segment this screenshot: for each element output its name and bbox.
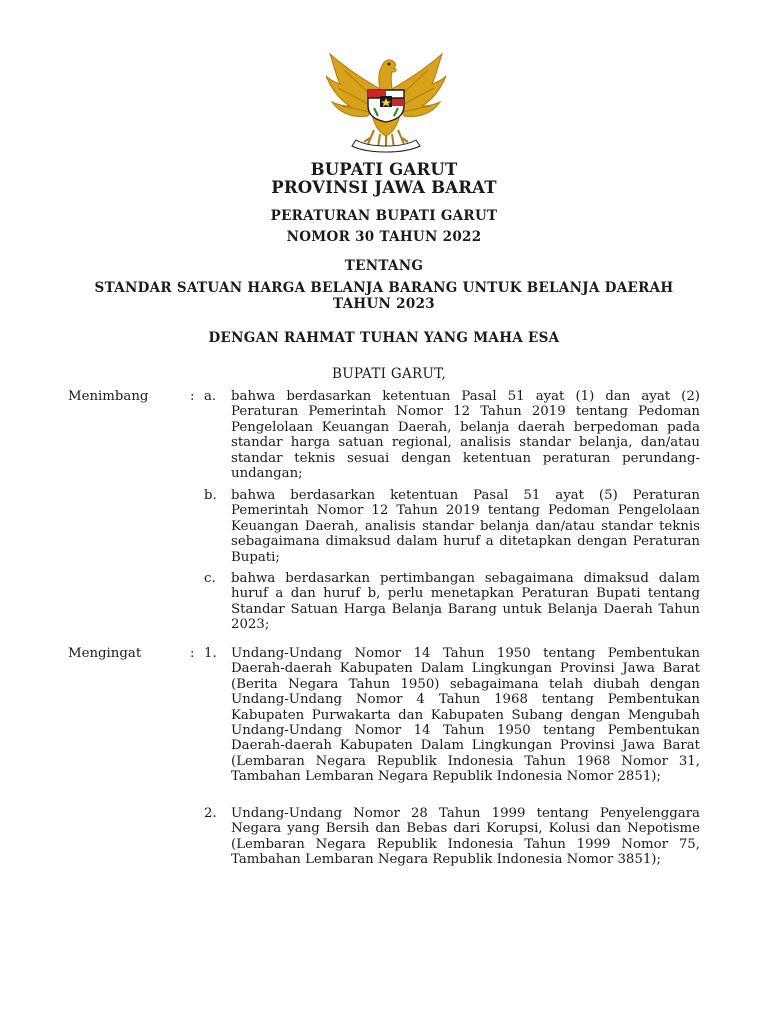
- regulation-title: PERATURAN BUPATI GARUT: [270, 208, 498, 224]
- menimbang-marker-c: c.: [204, 571, 216, 586]
- menimbang-item-c: bahwa berdasarkan pertimbangan sebagaimana dimaksud dalam huruf a dan huruf b, perlu menetapkan Peraturan Bupati tentang Standar Satuan Harga Belanja Barang untuk Belanja Daerah Tahun 2023;: [231, 571, 700, 633]
- issuer-heading: BUPATI GARUT,: [332, 366, 447, 382]
- menimbang-item-b: bahwa berdasarkan ketentuan Pasal 51 ayat (5) Peraturan Pemerintah Nomor 12 Tahun 2019 tentang Pedoman Pengelolaan Keuangan Daerah, analisis standar belanja dan/atau standar teknis sebagaimana dimaksud dalam huruf a ditetapkan dengan Peraturan Bupati;: [231, 488, 700, 565]
- tentang-heading: TENTANG: [344, 258, 424, 274]
- title-bupati-garut: BUPATI GARUT: [310, 160, 458, 179]
- title-provinsi: PROVINSI JAWA BARAT: [271, 178, 497, 197]
- menimbang-item-a: bahwa berdasarkan ketentuan Pasal 51 ayat (1) dan ayat (2) Peraturan Pemerintah Nomor 12 Tahun 2019 tentang Pedoman Pengelolaan Keuangan Daerah, belanja daerah berpedoman pada standar harga satuan regional, analisis standar belanja, dan/atau standar teknis sesuai dengan ketentuan peraturan perundang-undangan;: [231, 389, 700, 482]
- mengingat-marker-1: 1.: [204, 646, 217, 661]
- menimbang-marker-a: a.: [204, 389, 217, 404]
- invocation: DENGAN RAHMAT TUHAN YANG MAHA ESA: [208, 330, 560, 346]
- menimbang-marker-b: b.: [204, 488, 217, 503]
- garuda-emblem-icon: [324, 50, 448, 154]
- mengingat-item-1: Undang-Undang Nomor 14 Tahun 1950 tentang Pembentukan Daerah-daerah Kabupaten Dalam Lingkungan Provinsi Jawa Barat (Berita Negara Tahun 1950) sebagaimana telah diubah dengan Undang-Undang Nomor 4 Tahun 1968 tentang Pembentukan Kabupaten Purwakarta dan Kabupaten Subang dengan Mengubah Undang-Undang Nomor 14 Tahun 1950 tentang Pembentukan Daerah-daerah Kabupaten Dalam Lingkungan Provinsi Jawa Barat (Lembaran Negara Republik Indonesia Tahun 1968 Nomor 31, Tambahan Lembaran Negara Republik Indonesia Nomor 2851);: [231, 646, 700, 785]
- mengingat-label: Mengingat: [68, 646, 142, 661]
- menimbang-label: Menimbang: [68, 389, 149, 404]
- mengingat-marker-2: 2.: [204, 806, 217, 821]
- regulation-number: NOMOR 30 TAHUN 2022: [286, 229, 482, 245]
- mengingat-colon: :: [190, 646, 195, 661]
- menimbang-colon: :: [190, 389, 195, 404]
- subject-line-1: STANDAR SATUAN HARGA BELANJA BARANG UNTUK BELANJA DAERAH: [94, 280, 674, 296]
- mengingat-item-2: Undang-Undang Nomor 28 Tahun 1999 tentang Penyelenggara Negara yang Bersih dan Bebas dari Korupsi, Kolusi dan Nepotisme (Lembaran Negara Republik Indonesia Tahun 1999 Nomor 75, Tambahan Lembaran Negara Republik Indonesia Nomor 3851);: [231, 806, 700, 868]
- subject-line-2: TAHUN 2023: [333, 296, 435, 312]
